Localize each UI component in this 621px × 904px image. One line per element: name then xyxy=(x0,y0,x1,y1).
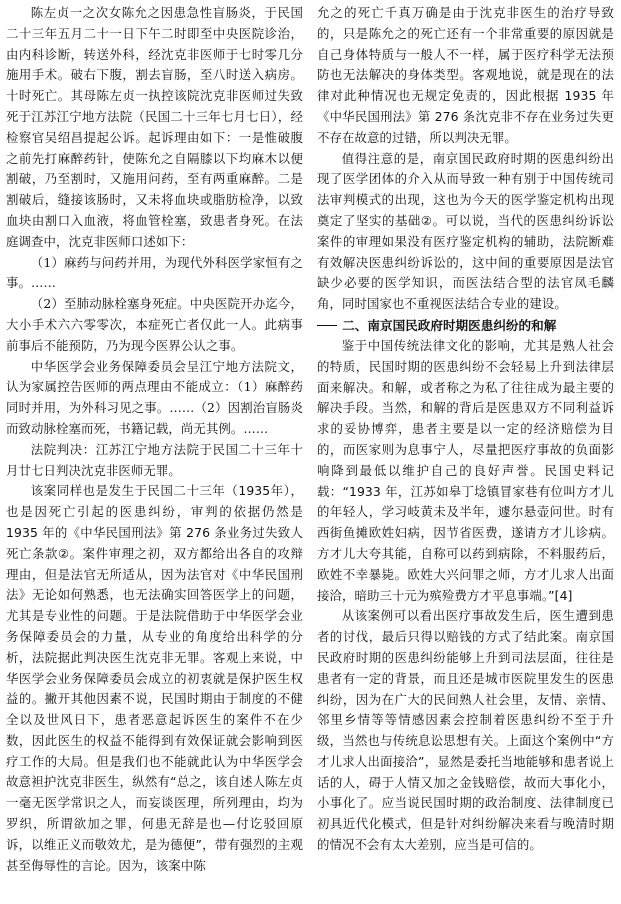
continued-paragraph: 允之的死亡千真万确是由于沈克非医生的治疗导致的，只是陈允之的死亡还有一个非常重要的原因就是自己身体特质与一般人不一样，属于医疗科学无法预防也无法解决的身体类型。客观地说，就是现在的法律对此种情况也无规定免责的，因此根据 1935 年《中华民国刑法》第 276 条沈克非不存在业务过失更不存在故意的过错，所以判决无罪。 xyxy=(317,5,614,145)
two-column-layout xyxy=(6,3,615,876)
paragraph-medical-groups: 值得注意的是，南京国民政府时期的医患纠纷出现了医学团体的介入从而导致一种有别于中国传统司法审判模式的出现，这也为今天的医学鉴定机构出现奠定了坚实的基础②。可以说，当代的医患纠纷诉讼案件的审理如果没有医疗鉴定机构的辅助，法院断难有效解决医患纠纷诉讼的，这中间的重要原因是法官缺少必要的医学知识，而医法结合型的法官凤毛麟角，同时国家也不重视医法结合专业的建设。 xyxy=(317,150,614,312)
left-column xyxy=(6,3,303,876)
right-column xyxy=(317,3,614,876)
paragraph-case-analysis: 从该案例可以看出医疗事故发生后，医生遭到患者的讨伐，最后只得以赔钱的方式了结此案。南京国民政府时期的医患纠纷能够上升到司法层面，往往是患者有一定的背景，而且还是城市医院里发生的医患纠纷，因为在广大的民间熟人社会里，友情、亲情、邻里乡情等等情感因素会控制着医患纠纷不至于升级，当然也与传统息讼思想有关。上面这个案例中“方才儿求人出面接洽”，显然是委托当地能够和患者说上话的人，碍于人情又加之金钱赔偿，故而大事化小，小事化了。应当说民国时期的政治制度、法律制度已初具近代化模式，但是针对纠纷解决来看与晚清时期的情况不会有太大差别，应当是可信的。 xyxy=(317,608,614,853)
quote-court-verdict: 法院判决：江苏江宁地方法院于民国二十三年十月廿七日判决沈克非医师无罪。 xyxy=(6,441,303,478)
section-heading-text: 二、南京国民政府时期医患纠纷的和解 xyxy=(342,317,557,333)
section-heading xyxy=(317,315,614,336)
analysis-paragraph: 该案同样也是发生于民国二十三年（1935年），也是因死亡引起的医患纠纷，审判的依据仍然是 1935 年的《中华民国刑法》第 276 条业务过失致人死亡条款②。案件审理之初，双方都给出各自的攻辩理由，但是法官无所适从，因为法官对《中华民国刑法》无论如何熟悉，也无法确实回答医学上的问题，尤其是专业性的问题。于是法院借助于中华医学会业务保障委员会的力量，从专业的角度给出科学的分析，法院据此判决医生沈克非无罪。客观上来说，中华医学会业务保障委员会成立的初衷就是保护医生权益的。撇开其他因素不说，民国时期由于制度的不健全以及世风日下，患者恶意起诉医生的案件不在少数，因此医生的权益不能得到有效保证就会影响到医疗工作的大局。但是我们也不能就此认为中华医学会故意袒护沈克非医生，纵然有“总之，该自述人陈左贞一毫无医学常识之人，而妄谈医理，所列理由，均为罗织，所谓欲加之罪，何患无辞是也—付讫驳回原诉，以维正义而敬效尤，是为德便”，带有强烈的主观甚至侮辱性的言论。因为，该案中陈 xyxy=(6,483,303,873)
heading-rule xyxy=(317,325,337,326)
quote-item-2: （2）至肺动脉栓塞身死症。中央医院开办迄今，大小手术六六零零次，本症死亡者仅此一人。此病事前事后不能预防，乃为现今医界公认之事。 xyxy=(6,296,303,353)
quote-case-facts: 陈左贞一之次女陈允之因患急性盲肠炎，于民国二十三年五月二十一日下午二时即至中央医院诊治，由内科诊断，转送外科，经沈克非医师于七时零几分施用手术。破右下腹，割去盲肠，至八时送入病房。十时死亡。其母陈左贞一执控该院沈克非医师过失致死于江苏江宁地方法院（民国二十三年七月七日），经检察官吴绍昌提起公诉。起诉理由如下：一是惟破腹之前先打麻醉药针，使陈允之自隔膝以下均麻木以便割破，乃至割时，又施用问药，至有两重麻醉。二是割破后，缝接该肠时，又未将血块或脂肪检净，以致血块由割口入血液，将血管栓塞，致患者身死。在法庭调查中，沈克非医师口述如下： xyxy=(6,5,303,249)
paragraph-reconciliation: 鉴于中国传统法律文化的影响，尤其是熟人社会的特质，民国时期的医患纠纷不会轻易上升到法律层面来解决。和解，或者称之为私了往往成为最主要的解决手段。当然，和解的背后是医患双方不同利益诉求的妥协博弈，患者主要是以一定的经济赔偿为目的，而医家则为息事宁人，尽量把医疗事故的负面影响降到最低以维护自己的良好声誉。民国史料记载：“1933 年，江苏如皋丁埝镇冒家巷有位叫方才儿的年轻人，学习岐黄未及半年，遽尔悬壶问世。时有西街鱼摊欧姓妇病，因节省医费，遂请方才儿诊病。方才儿大夸其能，自称可以药到病除，不料服药后，欧姓不幸暴毙。欧姓大兴问罪之师，方才儿求人出面接洽，暗助三十元为殡殓费方才平息事端。”[4] xyxy=(317,337,614,603)
quote-association-statement: 中华医学会业务保障委员会呈江宁地方法院文，认为家属控告医师的两点理由不能成立：（1）麻醉药同时并用，为外科习见之事。……（2）因割治盲肠炎而致动脉栓塞而死，书籍记载，尚无其例。…… xyxy=(6,358,303,436)
quote-item-1: （1）麻药与问药并用，为现代外科医学家恒有之事。…… xyxy=(6,254,303,291)
